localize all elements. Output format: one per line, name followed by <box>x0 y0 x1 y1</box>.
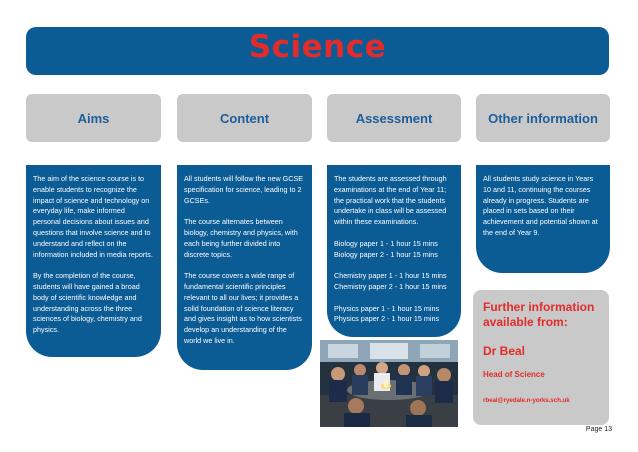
aims-paragraph: By the completion of the course, students will have gained a broad body of scientific knowledge and understanding across the three sciences of biology, chemistry and physics. <box>33 271 142 335</box>
assessment-paper-line: Chemistry paper 2 - 1 hour 15 mins <box>334 281 447 291</box>
content-header-label: Content <box>219 110 270 126</box>
assessment-intro: The students are assessed through examinations at the end of Year 11; the practical work that the students undertake in class will be assessed within these examinations. <box>334 174 447 227</box>
assessment-header <box>327 94 461 142</box>
aims-box <box>26 165 161 357</box>
content-paragraph: The course alternates between biology, chemistry and physics, with each being further divided into discrete topics. <box>184 217 298 259</box>
assessment-paper-group <box>334 271 454 293</box>
content-paragraph: The course covers a wide range of fundamental scientific principles relevant to all our lives; it provides a solid foundation of science literacy and gives insight as to how scientists develop an understanding of the world we live in. <box>184 271 302 345</box>
other-information-header <box>476 94 610 142</box>
other-information-box <box>476 165 610 273</box>
assessment-paper-group <box>334 239 454 261</box>
contact-name: Dr Beal <box>483 344 526 358</box>
aims-paragraph: The aim of the science course is to enable students to recognize the impact of science and technology on everyday life, make informed personal decisions about issues and questions that involve science and to understand and reflect on the information included in media reports. <box>33 174 153 259</box>
content-paragraph: All students will follow the new GCSE specification for science, leading to 2 GCSEs. <box>184 174 304 205</box>
assessment-box <box>327 165 461 337</box>
assessment-paper-group <box>334 304 454 326</box>
assessment-paper-line: Biology paper 2 - 1 hour 15 mins <box>334 249 438 259</box>
classroom-photo-illustration <box>320 340 458 427</box>
assessment-header-label: Assessment <box>355 110 433 126</box>
page-number: Page 13 <box>585 426 612 433</box>
assessment-paper-line: Physics paper 2 - 1 hour 15 mins <box>334 314 440 324</box>
aims-header <box>26 94 161 142</box>
classroom-photo <box>320 340 458 427</box>
aims-header-label: Aims <box>77 110 110 126</box>
assessment-paper-line: Biology paper 1 - 1 hour 15 mins <box>334 238 438 248</box>
page-title: Science <box>248 29 387 65</box>
other-information-header-label: Other information <box>488 110 598 126</box>
contact-email: rbeal@ryedale.n-yorks.sch.uk <box>483 397 570 404</box>
content-header <box>177 94 312 142</box>
other-information-text: All students study science in Years 10 and 11, continuing the courses already in progress. Students are placed in sets based on their achievement and potential shown at the end of Year 9. <box>483 174 598 237</box>
contact-role: Head of Science <box>483 370 545 379</box>
assessment-paper-line: Physics paper 1 - 1 hour 15 mins <box>334 303 440 313</box>
further-information-box <box>473 290 609 425</box>
content-box <box>177 165 312 370</box>
assessment-paper-line: Chemistry paper 1 - 1 hour 15 mins <box>334 271 447 281</box>
title-banner <box>26 27 609 75</box>
further-information-heading: Further information available from: <box>483 300 595 329</box>
